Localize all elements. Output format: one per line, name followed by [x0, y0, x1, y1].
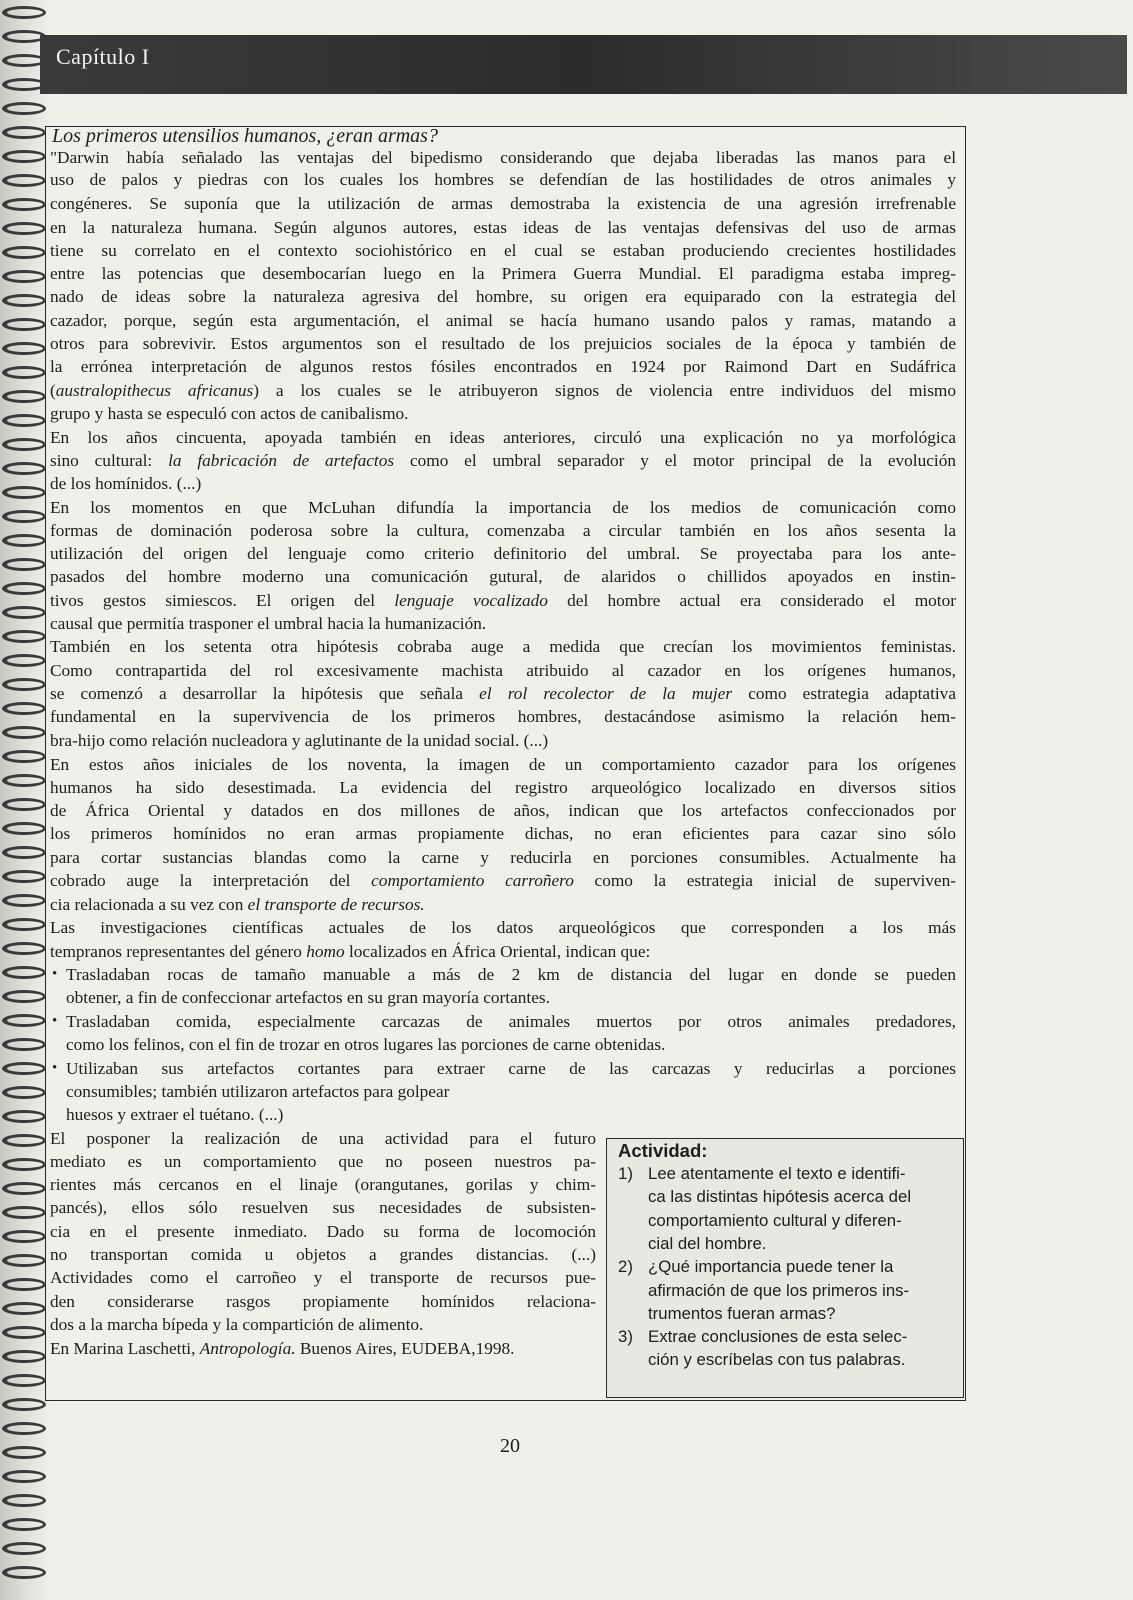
text-run: otros para sobrevivir. Estos argumentos son el resultado de los prejuicios sociales de la época y también de [50, 334, 956, 353]
text-run: En los años cincuenta, apoyada también en ideas anteriores, circuló una explicación no ya morfológica [50, 428, 956, 447]
article-line [66, 1104, 283, 1126]
article-line [50, 660, 956, 682]
text-run: para cortar sustancias blandas como la carne y reducirla en porciones consumibles. Actualmente ha [50, 848, 956, 867]
article-line [50, 823, 956, 845]
text-run: En Marina Laschetti, [50, 1339, 200, 1358]
article-line [66, 1081, 449, 1103]
text-run: como el umbral separador y el motor principal de la evolución [394, 451, 956, 470]
binding-ring [2, 270, 46, 283]
binding-ring [2, 1542, 46, 1555]
article-line [50, 847, 956, 869]
article-line [66, 987, 550, 1009]
text-run: En estos años iniciales de los noventa, la imagen de un comportamiento cazador para los orígenes [50, 755, 956, 774]
binding-ring [2, 342, 46, 355]
text-run: causal que permitía trasponer el umbral hacia la humanización. [50, 614, 487, 633]
text-run: ( [50, 381, 56, 400]
binding-ring [2, 894, 46, 907]
article-line [50, 240, 956, 262]
binding-ring [2, 1470, 46, 1483]
text-run: tivos gestos simiescos. El origen del [50, 591, 395, 610]
text-run: Trasladaban rocas de tamaño manuable a más de 2 km de distancia del lugar en donde se pueden [66, 965, 956, 984]
article-line [66, 1058, 956, 1080]
text-run: cazador, porque, según esta argumentación, el animal se hacía humano usando palos y ramas, matando a [50, 311, 956, 330]
article-line [50, 427, 956, 449]
binding-ring [2, 150, 46, 163]
text-run: grupo y hasta se especuló con actos de canibalismo. [50, 404, 409, 423]
binding-ring [2, 1566, 46, 1579]
article-line [50, 636, 956, 658]
article-line [66, 1011, 956, 1033]
article-line [50, 1128, 596, 1150]
text-run: pancés), ellos sólo resuelven sus necesidades de subsisten- [50, 1198, 596, 1217]
binding-ring [2, 1374, 46, 1387]
emphasis-text: el rol recolector de la mujer [479, 684, 733, 703]
article-line [50, 1244, 596, 1266]
text-run: los primeros homínidos no eran armas propiamente dichas, no eran eficientes para cazar sino sólo [50, 824, 956, 843]
binding-ring [2, 294, 46, 307]
text-run: nado de ideas sobre la naturaleza agresiva del hombre, su origen era equiparado con la estrategia del [50, 287, 956, 306]
binding-ring [2, 486, 46, 499]
binding-ring [2, 318, 46, 331]
text-run: como los felinos, con el fin de trozar en otros lugares las porciones de carne obtenidas. [66, 1035, 666, 1054]
article-line [50, 543, 956, 565]
bullet-marker: • [52, 1060, 58, 1076]
binding-ring [2, 126, 46, 139]
article-line [50, 706, 956, 728]
article-line [50, 730, 548, 752]
binding-ring [2, 870, 46, 883]
article-line [50, 917, 956, 939]
activity-item-number: 3) [618, 1327, 633, 1347]
binding-ring [2, 1158, 46, 1171]
emphasis-text: el transporte de recursos. [247, 895, 425, 914]
article-line [50, 286, 956, 308]
article-line [50, 1197, 596, 1219]
binding-ring [2, 222, 46, 235]
text-run: Utilizaban sus artefactos cortantes para extraer carne de las carcazas y reducirlas a porciones [66, 1059, 956, 1078]
text-run: cia relacionada a su vez con [50, 895, 248, 914]
article-line [50, 613, 486, 635]
binding-ring [2, 798, 46, 811]
text-run: En los momentos en que McLuhan difundía la importancia de los medios de comunicación como [50, 498, 956, 517]
binding-ring [2, 510, 46, 523]
article-line [50, 169, 956, 191]
article-line [50, 1267, 596, 1289]
text-run: obtener, a fin de confeccionar artefactos en su gran mayoría cortantes. [66, 988, 550, 1007]
activity-item-text: cial del hombre. [648, 1233, 767, 1253]
binding-ring [2, 6, 46, 19]
article-line [50, 497, 956, 519]
text-run: bra-hijo como relación nucleadora y aglutinante de la unidad social. (...) [50, 731, 549, 750]
text-run: Como contrapartida del rol excesivamente machista atribuido al cazador en los orígenes humanos, [50, 661, 956, 680]
text-run: fundamental en la supervivencia de los primeros hombres, destacándose asimismo la relación hem- [50, 707, 956, 726]
article-line [50, 473, 201, 495]
chapter-header-bar [40, 35, 1127, 94]
text-run: Buenos Aires, EUDEBA,1998. [295, 1339, 515, 1358]
article-line [50, 520, 956, 542]
article-line [50, 800, 956, 822]
binding-ring [2, 990, 46, 1003]
binding-ring [2, 1062, 46, 1075]
binding-ring [2, 414, 46, 427]
emphasis-text: comportamiento carroñero [371, 871, 574, 890]
text-run: formas de dominación poderosa sobre la cultura, comenzaba a circular también en los años sesenta la [50, 521, 956, 540]
article-title: Los primeros utensilios humanos, ¿eran armas? [52, 125, 438, 147]
binding-ring [2, 1014, 46, 1027]
text-run: en la naturaleza humana. Según algunos autores, estas ideas de las ventajas defensivas del uso de armas [50, 218, 956, 237]
article-line [50, 1338, 514, 1360]
article-line [66, 964, 956, 986]
binding-ring [2, 630, 46, 643]
text-run: como la estrategia inicial de superviven- [573, 871, 956, 890]
article-line [50, 683, 956, 705]
text-run: tempranos representantes del género [50, 942, 307, 961]
text-run: El posponer la realización de una actividad para el futuro [50, 1129, 596, 1148]
article-line [50, 333, 956, 355]
binding-ring [2, 1110, 46, 1123]
text-run: Trasladaban comida, especialmente carcazas de animales muertos por otros animales predadores, [66, 1012, 956, 1031]
activity-item-text: Extrae conclusiones de esta selec- [648, 1327, 908, 1347]
article-line [50, 147, 956, 169]
text-run: se comenzó a desarrollar la hipótesis que señala [50, 684, 480, 703]
text-run: localizados en África Oriental, indican que: [344, 942, 651, 961]
activity-item-text: ca las distintas hipótesis acerca del [648, 1187, 912, 1207]
text-run: cobrado auge la interpretación del [50, 871, 372, 890]
article-line [50, 263, 956, 285]
binding-ring [2, 198, 46, 211]
article-line [50, 777, 956, 799]
binding-ring [2, 174, 46, 187]
binding-ring [2, 966, 46, 979]
text-run: tiene su correlato en el contexto sociohistórico en el cual se estaban produciendo crecientes hostilidades [50, 241, 956, 260]
article-line [50, 450, 956, 472]
text-run: de África Oriental y datados en dos millones de años, indican que los artefactos confeccionados por [50, 801, 956, 820]
text-run: como estrategia adaptativa [732, 684, 956, 703]
emphasis-text: homo [306, 942, 345, 961]
text-run: También en los setenta otra hipótesis cobraba auge a medida que crecían los movimientos feministas. [50, 637, 956, 656]
text-run: uso de palos y piedras con los cuales los hombres se defendían de las hostilidades de otros animales y [50, 170, 956, 189]
binding-ring [2, 438, 46, 451]
article-line [50, 754, 956, 776]
bullet-marker: • [52, 966, 58, 982]
text-run: del hombre actual era considerado el motor [547, 591, 956, 610]
emphasis-text: lenguaje vocalizado [394, 591, 548, 610]
binding-ring [2, 1446, 46, 1459]
article-line [50, 590, 956, 612]
text-run: den considerarse rasgos propiamente homínidos relaciona- [50, 1292, 596, 1311]
text-run: la errónea interpretación de algunos restos fósiles encontrados en 1924 por Raimond Dart en Sudáfrica [50, 357, 956, 376]
activity-item-text: afirmación de que los primeros ins- [648, 1280, 910, 1300]
text-run: entre las potencias que desembocarían luego en la Primera Guerra Mundial. El paradigma estaba impreg- [50, 264, 956, 283]
activity-title: Actividad: [618, 1140, 708, 1161]
binding-ring [2, 1182, 46, 1195]
binding-ring [2, 462, 46, 475]
text-run: Las investigaciones científicas actuales de los datos arqueológicos que corresponden a los más [50, 918, 956, 937]
article-line [50, 870, 956, 892]
article-line [50, 894, 425, 916]
binding-ring [2, 582, 46, 595]
emphasis-text: la fabricación de artefactos [168, 451, 395, 470]
article-line [50, 1221, 596, 1243]
article-line [50, 566, 956, 588]
activity-item-text: ción y escríbelas con tus palabras. [648, 1350, 906, 1370]
binding-ring [2, 1326, 46, 1339]
article-line [50, 1291, 596, 1313]
binding-ring [2, 1278, 46, 1291]
text-run: dos a la marcha bípeda y la compartición de alimento. [50, 1315, 424, 1334]
text-run: "Darwin había señalado las ventajas del bipedismo considerando que dejaba liberadas las manos para el [50, 148, 956, 167]
article-line [50, 217, 956, 239]
article-line [50, 1151, 596, 1173]
emphasis-text: australopithecus africanus [55, 381, 254, 400]
binding-ring [2, 702, 46, 715]
binding-ring [2, 366, 46, 379]
text-run: cia en el presente inmediato. Dado su forma de locomoción [50, 1222, 596, 1241]
text-run: de los homínidos. (...) [50, 474, 202, 493]
emphasis-text: Antropología. [199, 1339, 296, 1358]
activity-item-number: 2) [618, 1257, 633, 1277]
activity-item-text: comportamiento cultural y diferen- [648, 1210, 902, 1230]
article-line [50, 380, 956, 402]
binding-ring [2, 918, 46, 931]
text-run: utilización del origen del lenguaje como criterio definitorio del umbral. Se proyectaba para los ante- [50, 544, 956, 563]
text-run: Actividades como el carroñeo y el transporte de recursos pue- [50, 1268, 596, 1287]
binding-ring [2, 1398, 46, 1411]
text-run: consumibles; también utilizaron artefactos para golpear [66, 1082, 450, 1101]
binding-ring [2, 1254, 46, 1267]
binding-ring [2, 726, 46, 739]
article-line [50, 403, 408, 425]
binding-ring [2, 1518, 46, 1531]
text-run: rientes más cercanos en el linaje (orangutanes, gorilas y chim- [50, 1175, 596, 1194]
binding-ring [2, 1302, 46, 1315]
binding-ring [2, 102, 46, 115]
binding-ring [2, 390, 46, 403]
binding-ring [2, 750, 46, 763]
text-run: humanos ha sido desestimada. La evidencia del registro arqueológico localizado en diversos sitios [50, 778, 956, 797]
activity-item-text: trumentos fueran armas? [648, 1303, 836, 1323]
binding-ring [2, 1350, 46, 1363]
binding-ring [2, 1038, 46, 1051]
text-run: pasados del hombre moderno una comunicación gutural, de alaridos o chillidos apoyados en instin- [50, 567, 956, 586]
binding-ring [2, 1422, 46, 1435]
binding-ring [2, 846, 46, 859]
article-line [66, 1034, 665, 1056]
text-run: sino cultural: [50, 451, 169, 470]
activity-item-text: ¿Qué importancia puede tener la [648, 1257, 894, 1277]
text-run: no transportan comida u objetos a grandes distancias. (...) [50, 1245, 596, 1264]
binding-ring [2, 606, 46, 619]
binding-ring [2, 942, 46, 955]
binding-ring [2, 1230, 46, 1243]
binding-ring [2, 1206, 46, 1219]
article-line [50, 193, 956, 215]
text-run: mediato es un comportamiento que no poseen nuestros pa- [50, 1152, 596, 1171]
text-run: congéneres. Se suponía que la utilización de armas demostraba la existencia de una agresión irrefrenable [50, 194, 956, 213]
binding-ring [2, 558, 46, 571]
text-run: huesos y extraer el tuétano. (...) [66, 1105, 284, 1124]
binding-ring [2, 1134, 46, 1147]
article-line [50, 1174, 596, 1196]
article-line [50, 310, 956, 332]
activity-item-number: 1) [618, 1164, 633, 1183]
page-number: 20 [500, 1435, 520, 1457]
binding-ring [2, 654, 46, 667]
binding-ring [2, 534, 46, 547]
article-line [50, 941, 650, 963]
article-line [50, 356, 956, 378]
activity-item-text: Lee atentamente el texto e identifi- [648, 1164, 906, 1183]
binding-ring [2, 678, 46, 691]
article-line [50, 1314, 423, 1336]
binding-ring [2, 774, 46, 787]
text-run: ) a los cuales se le atribuyeron signos de violencia entre individuos del mismo [253, 381, 957, 400]
binding-ring [2, 1494, 46, 1507]
binding-ring [2, 246, 46, 259]
binding-ring [2, 1086, 46, 1099]
bullet-marker: • [52, 1013, 58, 1029]
chapter-title: Capítulo I [56, 44, 150, 69]
binding-ring [2, 822, 46, 835]
